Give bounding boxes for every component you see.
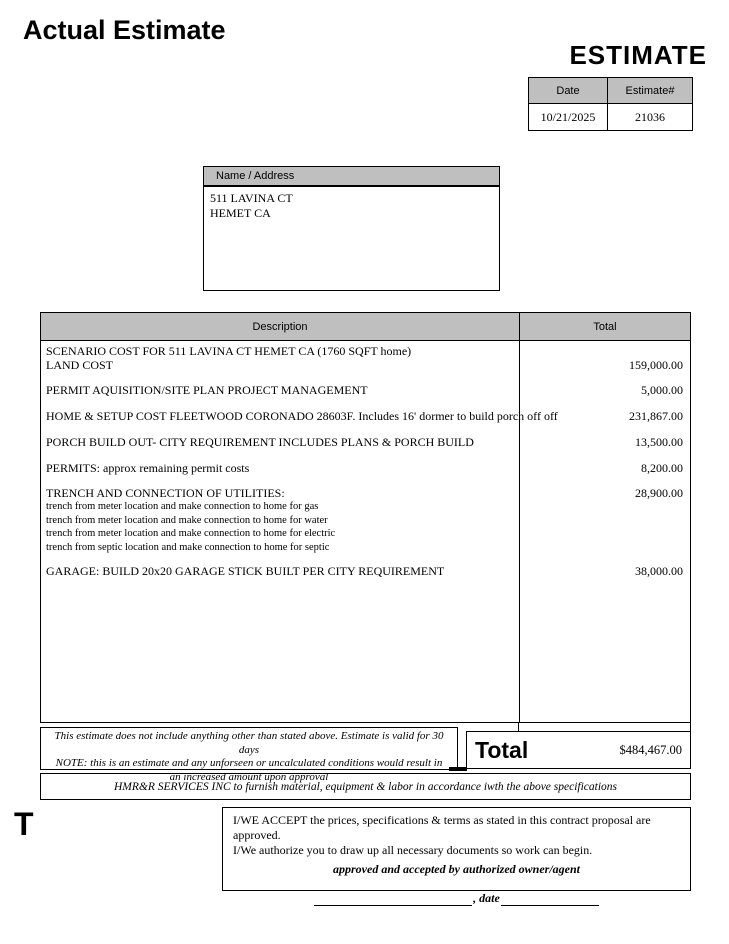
item-description: [41, 453, 519, 479]
approved-by-line: approved and accepted by authorized owner/agent: [333, 862, 580, 876]
date-header: Date: [529, 78, 608, 104]
acceptance-box: [222, 807, 691, 905]
table-filler-row: [41, 587, 690, 722]
table-row: [41, 375, 690, 401]
item-description: [41, 479, 519, 557]
item-amount: 159,000.00: [519, 341, 690, 375]
stray-letter: T: [14, 806, 34, 842]
item-description-line: PERMITS: approx remaining permit costs: [46, 461, 250, 475]
table-row: [41, 453, 690, 479]
address-line: 511 LAVINA CT: [210, 191, 293, 205]
line-items-table: [40, 312, 691, 723]
name-address-header: Name / Address: [204, 167, 499, 187]
item-amount: 13,500.00: [519, 427, 690, 453]
total-value: $484,467.00: [619, 742, 682, 757]
corner-dash-mark: [449, 767, 467, 771]
item-description-subline: trench from meter location and make connection to home for gas: [46, 501, 319, 512]
estimate-number-header: Estimate#: [608, 78, 692, 104]
estimate-meta-table: [528, 77, 693, 131]
item-amount: 8,200.00: [519, 453, 690, 479]
estimate-heading: ESTIMATE: [569, 40, 707, 70]
signature-row: [233, 891, 680, 906]
table-row: [41, 479, 690, 557]
item-amount: 231,867.00: [519, 401, 690, 427]
item-description-line: LAND COST: [46, 358, 114, 372]
item-amount: 28,900.00: [519, 479, 690, 557]
item-amount: 38,000.00: [519, 557, 690, 587]
name-address-content: [204, 187, 499, 225]
acceptance-line: I/We authorize you to draw up all necessary documents so work can begin.: [233, 843, 593, 857]
item-description-subline: trench from septic location and make connection to home for septic: [46, 541, 330, 553]
table-row: [41, 557, 690, 587]
item-description: [41, 341, 519, 375]
item-description-subline: trench from meter location and make connection to home for electric: [46, 528, 336, 539]
total-column-header: Total: [519, 313, 690, 340]
item-description: [41, 557, 519, 587]
document-watermark-title: Actual Estimate: [23, 15, 226, 45]
item-description: [41, 427, 519, 453]
signature-line: [314, 893, 472, 906]
item-description-line: PERMIT AQUISITION/SITE PLAN PROJECT MANAGEMENT: [46, 383, 368, 397]
date-line: [501, 893, 599, 906]
table-row: [41, 427, 690, 453]
item-amount: 5,000.00: [519, 375, 690, 401]
item-description-line: SCENARIO COST FOR 511 LAVINA CT HEMET CA (1760 SQFT home): [46, 344, 412, 358]
meta-header-row: [529, 78, 692, 104]
item-description-line: HOME & SETUP COST FLEETWOOD CORONADO 28603F. Includes 16' dormer to build porch off off: [46, 409, 558, 423]
item-description-line: GARAGE: BUILD 20x20 GARAGE STICK BUILT PER CITY REQUIREMENT: [46, 564, 445, 578]
meta-value-row: [529, 104, 692, 130]
column-divider-stub: [518, 722, 519, 731]
grand-total-box: [466, 731, 691, 769]
estimate-note-box: [40, 727, 458, 783]
description-column-header: Description: [252, 320, 308, 333]
total-label: Total: [475, 736, 529, 763]
acceptance-line: I/WE ACCEPT the prices, specifications & terms as stated in this contract proposal are approved.: [233, 813, 651, 842]
table-row: [41, 401, 690, 427]
services-statement-bar: HMR&R SERVICES INC to furnish material, equipment & labor in accordance iwth the above specifications: [40, 773, 691, 800]
item-description: [41, 401, 558, 427]
note-line: NOTE: this is an estimate and any unforseen or uncalculated conditions would result in an increased amount upon approval: [55, 757, 443, 783]
date-label: , date: [473, 891, 500, 905]
name-address-box: [203, 166, 500, 291]
table-row: [41, 341, 690, 375]
item-description-line: PORCH BUILD OUT- CITY REQUIREMENT INCLUDES PLANS & PORCH BUILD: [46, 435, 474, 449]
note-line: This estimate does not include anything other than stated above. Estimate is valid for 30 days: [54, 730, 444, 756]
item-description-line: TRENCH AND CONNECTION OF UTILITIES:: [46, 486, 285, 500]
items-header-row: [41, 313, 690, 341]
item-description: [41, 375, 519, 401]
address-line: HEMET CA: [210, 206, 271, 220]
estimate-number-value: 21036: [635, 109, 665, 124]
column-divider-stub: [690, 722, 691, 731]
date-value: 10/21/2025: [529, 104, 608, 130]
item-description-subline: trench from meter location and make connection to home for water: [46, 514, 328, 526]
